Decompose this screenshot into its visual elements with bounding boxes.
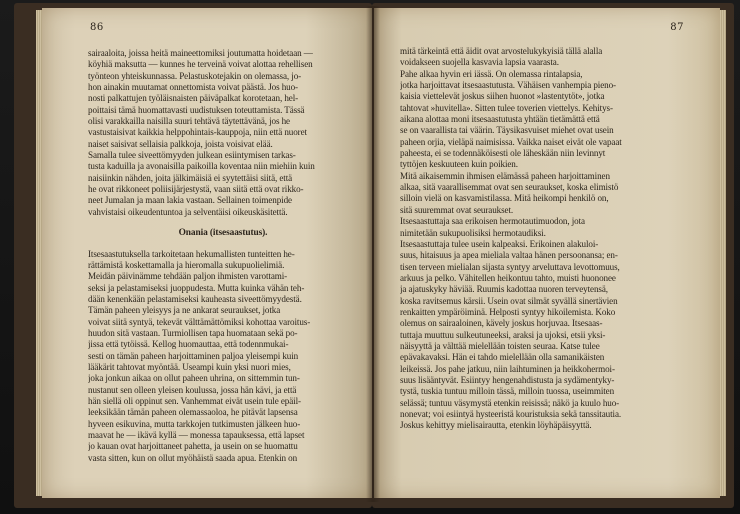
text-line: tystä, tuskia tuntuu milloin tässä, milloin tuossa, useimmiten [400,386,615,397]
text-line: paheen orjia, vieläpä naimisissa. Vaikka naiset eivät ole vapaat [400,136,622,147]
text-line: Tämän paheen yleisyys ja ne ankarat seuraukset, jotka [88,305,281,316]
text-line: leikeissä. Jos pahe jatkuu, niin laihtuminen ja heikkohermoi- [400,363,615,374]
text-line: tusta kaduilla ja avonaisilla paikoilla koventaa niin miehiin kuin [88,161,315,172]
text-line: dään kenenkään pelastamiseksi kauheasta siveettömyydestä. [88,293,302,304]
page-edges-right [720,10,726,496]
text-line: vastustaisivat kaikkia helppohintais-kauppoja, niin että nuoret [88,127,307,138]
text-line: Mitä aikaisemmin ihmisen elämässä paheen harjoittaminen [400,170,610,181]
text-line: joka jonkun aikaa on ollut paheen uhrina, on sittemmin tun- [88,373,300,384]
text-line: Meidän päivinämme tehdään paljon ihmisten varottami- [88,271,288,282]
text-line: maavat he — ikävä kyllä — monessa tapauksessa, että lapset [88,430,305,440]
text-line: neet Jumalan ja maan lakia vastaan. Sellainen toimenpide [88,195,292,206]
text-line: arkuus ja pelko. Vähitellen heikontuu tahto, muisti huononee [400,272,616,283]
text-line: jotka harjoittavat itsesaastutusta. Vähäisen vanhempia pieno- [400,80,616,91]
text-line: renkaitten ympäröiminä. Helposti syntyy hikoilemista. Koko [400,306,616,317]
right-page-body [400,46,694,432]
text-line: hän siellä oli oppinut sen. Vanhemmat eivät usein tule epäil- [88,395,301,406]
text-line: köyhiä maksutta — kunnes he terveinä voivat alottaa rehellisen [88,59,313,70]
text-line: lääkärit tahtovat myöntää. Useampi kuin yksi nuori mies, [88,361,291,372]
text-line: leeksikään tämän paheen olemassaoloa, he pitävät lapsensa [88,407,298,418]
text-line: silloin vielä on kasvamistilassa. Mitä heikompi henkilö on, [400,193,609,204]
text-line: Itsesaastutuksella tarkoitetaan hekumallisten tunteitten he- [88,248,295,259]
text-line: nustanut sen olleen yleisen koulussa, jossa hän kävi, ja että [88,384,297,395]
page-number: 87 [670,22,684,33]
text-line: hon ainakin muutamat onnettomista voivat päästä. Jos huo- [88,82,298,93]
text-line: alkaa, sitä vaarallisemmat ovat sen seuraukset, koska elimistö [400,182,619,193]
text-line: tyttöjen keskuuteen kuin poikien. [400,159,518,170]
text-line: voidakseen suojella kasvavia lapsia vaarasta. [400,57,559,68]
text-line: jissa että tytöissä. Kellog huomauttaa, että todennmukai- [88,339,289,350]
text-line: mitä tärkeintä että äidit ovat arvostelukykyisiä tällä alalla [400,46,603,56]
text-line: työnteon yhteiskunnassa. Pelastuskotejakin on olemassa, jo- [88,70,302,81]
text-line: sairaaloita, joissa heitä maineettomiksi joutumatta hoidetaan — [88,48,313,58]
text-line: se on vaarallista tai väärin. Täysikasvuiset miehet ovat usein [400,125,614,136]
text-line: suus lisääntyvät. Esiintyy hengenahdistusta ja sydämentyky- [400,374,615,385]
text-line: sesti on tämän paheen harjoittaminen paljoa yleisempi kuin [88,350,299,361]
text-block [400,46,694,432]
text-line: jo kauan ovat harjoittaneet pahetta, ja usein on se huomattu [88,441,298,452]
text-line: olemus on sairaaloinen, kävely joskus horjuvaa. Itsesaas- [400,318,603,329]
text-line: Pahe alkaa hyvin eri iässä. On olemassa rintalapsia, [400,68,583,79]
text-line: tahtovat »huvitella». Sitten tulee toverien viettelys. Kehitys- [400,102,613,113]
text-line: nimitetään sukupuolisiksi hermotaudiksi. [400,227,546,238]
text-line: tuttaja muuttuu sulkeutuneeksi, araksi ja ujoksi, etsii yksi- [400,329,606,340]
text-line: kaisia viettelevät joskus siihen huonot »lastentytöt», jotka [400,91,605,102]
text-line: vahvistaisi oikeudentuntoa ja selventäisi oikeuskäsitettä. [88,206,288,217]
text-line: Samalla tulee siveettömyyden julkean esiintymisen tarkas- [88,150,296,161]
text-line: suus, hitaisuus ja apea mieliala valtaa hänen persoonansa; en- [400,250,618,261]
text-line: voivat siitä syntyä, tekevät välttämättömiksi kohottaa varoitus- [88,316,311,327]
text-line: nosti palkattujen työläisnaisten päiväpalkat korotetaan, hel- [88,93,299,104]
book-gutter [366,6,380,502]
text-line: paheesta, ei se todennäköisesti ole läheskään niin levinnyt [400,148,606,159]
text-line: näisyyttä ja välttää mielellään toisten seuraa. Katse tulee [400,340,600,351]
text-line: Itsesaastuttaja saa erikoisen hermotautimuodon, jota [400,216,585,227]
text-line: seksi ja pelastamiseksi juoppudesta. Mutta kuinka vähän teh- [88,282,305,293]
right-page [374,8,720,498]
text-line: nonevat; voi esiintyä hysteeristä kouristuksia sekä tanssitautia. [400,409,622,419]
section-heading: Onania (itsesaastutus). [178,228,268,239]
text-line: poittaisi tämä huomattavasti uudistuksen toteuttamista. Tässä [88,104,305,115]
text-block-bottom [88,249,358,465]
text-line: naiset saisivat sellaisia palkkoja, joista voisivat elää. [88,138,273,149]
text-line: epävakavaksi. Hän ei tahdo mielellään olla samanikäisten [400,352,605,363]
text-line: ja ajatuskyky häviää. Ruumis kadottaa nuoren terveytensä, [400,284,608,295]
text-line: Itsesaastuttaja tulee usein kalpeaksi. Erikoinen alakuloi- [400,238,599,249]
text-line: aikana alottaa moni itsesaastutusta yhtään tietämättä että [400,114,600,125]
text-line: koska ravitsemus kärsii. Usein ovat silmät syvällä sinertävien [400,295,618,306]
text-line: olisi varakkailla naisilla suuri tehtävä täytettävänä, jos he [88,116,290,127]
text-line: naisiinkin nähden, joita jälkimäisiä ei syytettäisi siitä, että [88,172,293,183]
text-line: huudon sitä vastaan. Turmiollisen tapa huomataan sekä po- [88,327,298,338]
text-line: Joskus kehittyy mielisairautta, etenkin löyhäpäisyyttä. [400,420,592,431]
text-line: sitä suuremmat ovat seuraukset. [400,204,514,215]
text-block-top [88,48,358,218]
text-line: tisen terveen mielialan sijasta syntyy arveluttava levottomuus, [400,261,620,272]
left-page [42,8,372,498]
text-line: he ovat rikkoneet poliisijärjestystä, vaan siitä että ovat rikko- [88,184,304,195]
text-line: hyveen esikuvina, mutta tarkkojen tutkimusten jälkeen huo- [88,418,301,429]
text-line: selässä; tuntuu väsymystä etenkin reisissä; näkö ja kuulo huo- [400,397,620,408]
text-line: rättämistä koskettamalla ja hieromalla sukupuolielimiä. [88,259,285,270]
page-number: 86 [90,22,104,33]
text-line: vasta sitten, kun on ollut myöhäistä saada apua. Etenkin on [88,452,298,463]
left-page-body [88,48,358,464]
